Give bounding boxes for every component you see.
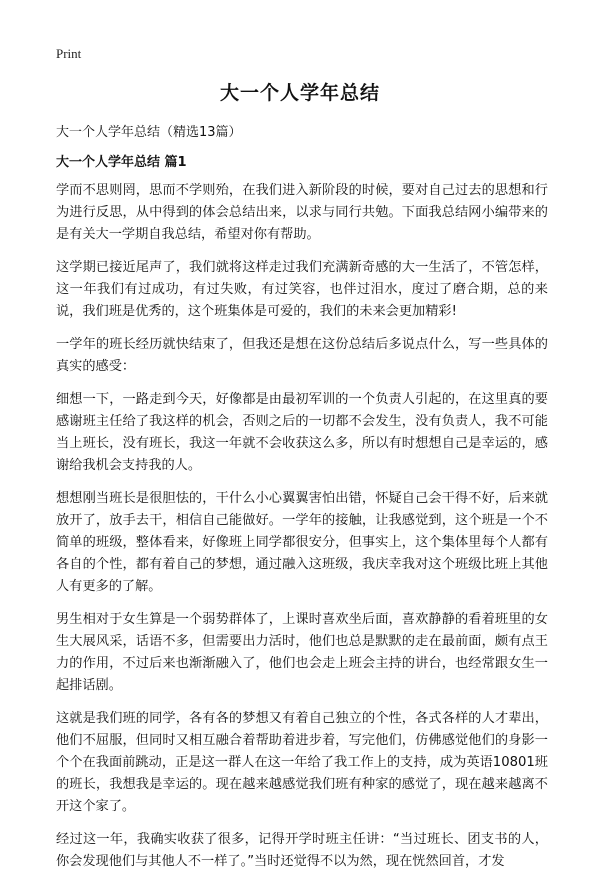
paragraph: 学而不思则罔，思而不学则殆，在我们进入新阶段的时候，要对自己过去的思想和行为进行反思，从中得到的体会总结出来，以求与同行共勉。下面我总结网小编带来的是有关大一学期自我总结，希望对你有帮助。 bbox=[56, 183, 548, 242]
print-label: Print bbox=[56, 46, 82, 61]
document-body bbox=[56, 180, 548, 884]
paragraph: 这就是我们班的同学，各有各的梦想又有着自己独立的个性，各式各样的人才辈出，他们不屈服，但同时又相互融合着帮助着进步着，写完他们，仿佛感觉他们的身影一个个在我面前跳动，正是这一群人在这一年给了我工作上的支持，成为英语10801班的班长，我想我是幸运的。现在越来越感觉我们班有种家的感觉了，现在越来越离不开这个家了。 bbox=[56, 711, 548, 814]
paragraph: 想想刚当班长是很胆怯的，干什么小心翼翼害怕出错，怀疑自己会干得不好，后来就放开了，放手去干，相信自己能做好。一学年的接触，让我感觉到，这个班是一个不简单的班级，整体看来，好像班上同学都很安分，但事实上，这个集体里每个人都有各自的个性，都有着自己的梦想，通过融入这班级，我庆幸我对这个班级比班上其他人有更多的了解。 bbox=[56, 491, 548, 594]
paragraph: 一学年的班长经历就快结束了，但我还是想在这份总结后多说点什么，写一些具体的真实的感受： bbox=[56, 337, 548, 374]
document-subtitle: 大一个人学年总结（精选13篇） bbox=[56, 125, 242, 140]
paragraph: 经过这一年，我确实收获了很多，记得开学时班主任讲：“当过班长、团支书的人，你会发现他们与其他人不一样了。”当时还觉得不以为然，现在恍然回首，才发 bbox=[56, 832, 548, 869]
document-title: 大一个人学年总结 bbox=[219, 82, 380, 104]
paragraph: 这学期已接近尾声了，我们就将这样走过我们充满新奇感的大一生活了，不管怎样，这一年我们有过成功，有过失败，有过笑容，也伴过泪水，度过了磨合期，总的来说，我们班是优秀的，这个班集体是可爱的，我们的未来会更加精彩! bbox=[56, 260, 548, 319]
paragraph: 细想一下，一路走到今天，好像都是由最初军训的一个负责人引起的，在这里真的要感谢班主任给了我这样的机会，否则之后的一切都不会发生，没有负责人，我不可能当上班长，没有班长，我这一年就不会收获这么多，所以有时想想自己是幸运的，感谢给我机会支持我的人。 bbox=[56, 392, 548, 473]
paragraph: 男生相对于女生算是一个弱势群体了，上课时喜欢坐后面，喜欢静静的看着班里的女生大展风采，话语不多，但需要出力活时，他们也总是默默的走在最前面，颇有点王力的作用，不过后来也渐渐融入了，他们也会走上班会主持的讲台，也经常跟女生一起排话剧。 bbox=[56, 612, 548, 693]
section-heading: 大一个人学年总结 篇1 bbox=[56, 155, 187, 170]
